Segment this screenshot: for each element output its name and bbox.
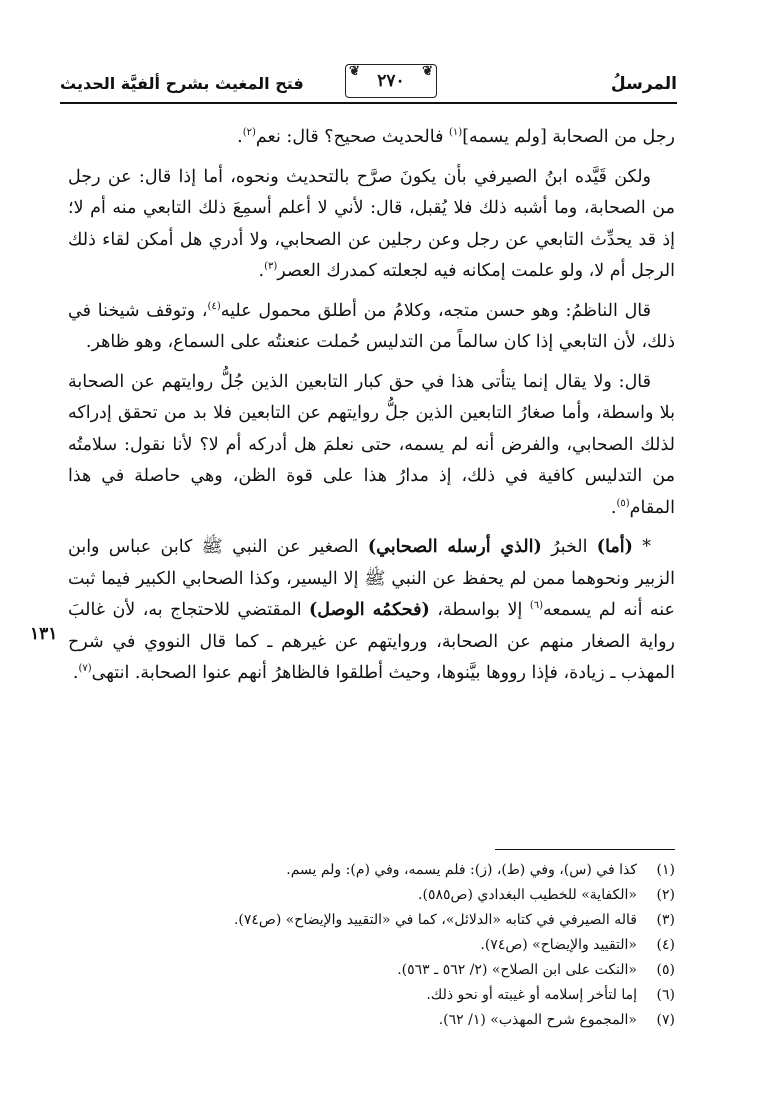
footnotes — [120, 858, 675, 1033]
footnote-number: (٧) — [656, 1012, 675, 1028]
footnote-text: كذا في (س)، وفي (ط)، (ز): فلم يسمه، وفي (م): ولم يسم. — [286, 862, 637, 878]
running-header — [60, 62, 677, 104]
footnote — [120, 858, 675, 883]
footnote-text: «التقييد والإيضاح» (ص٧٤). — [480, 937, 637, 953]
paragraph: قال الناظمُ: وهو حسن متجه، وكلامُ من أطلق محمول عليه$^{(٤)}$، وتوقف شيخنا في ذلك، لأن التابعي إذا كان سالماً من التدليس حُملت عنعنتُه على السماع، وهو ظاهر. — [68, 300, 675, 352]
footnote-text: «النكت على ابن الصلاح» (٢/ ٥٦٢ ـ ٥٦٣). — [397, 962, 637, 978]
footnote-text: قاله الصيرفي في كتابه «الدلائل»، كما في «التقييد والإيضاح» (ص٧٤). — [233, 912, 637, 928]
footnote — [120, 908, 675, 933]
book-title: فتح المغيث بشرح ألفيَّة الحديث — [60, 74, 304, 93]
page-number: ٢٧٠ — [377, 71, 405, 91]
footnote-number: (٢) — [656, 887, 675, 903]
footnote-number: (٥) — [656, 962, 675, 978]
paragraph: ولكن قَيَّده ابنُ الصيرفي بأن يكونَ صرَّح بالتحديث ونحوه، أما إذا قال: عن رجل من الصحابة، وما أشبه ذلك فلا يُقبل، قال: لأني لا أعلم أسمِعَ ذلك التابعي منه أم لا؛ إذ قد يحدِّث التابعي عن رجل وعن رجلين عن الصحابي، ولا أدري هل أمكن لقاء ذلك الرجل أم لا، ولو علمت إمكانه فيه لجعلته كمدرك العصر$^{(٣)}$. — [68, 166, 675, 281]
ornament-icon: ❦ — [422, 64, 433, 79]
footnote — [120, 1008, 675, 1033]
footnote — [120, 983, 675, 1008]
footnote-number: (٦) — [656, 987, 675, 1003]
chapter-title: المرسلُ — [610, 74, 677, 94]
footnote — [120, 933, 675, 958]
footnote-number: (١) — [656, 862, 675, 878]
margin-verse-number: ١٣١ — [30, 624, 58, 644]
footnote — [120, 958, 675, 983]
footnote-divider — [495, 849, 675, 850]
footnote-text: «المجموع شرح المهذب» (١/ ٦٢). — [438, 1012, 637, 1028]
main-text — [68, 122, 675, 698]
footnote-number: (٤) — [656, 937, 675, 953]
footnote-text: «الكفاية» للخطيب البغدادي (ص٥٨٥). — [418, 887, 637, 903]
paragraph: قال: ولا يقال إنما يتأتى هذا في حق كبار التابعين الذين جُلُّ روايتهم عن الصحابة بلا واسطة، وأما صغارُ التابعين الذين جلُّ روايتهم عن التابعين فلا بد من تحقق إدراكه لذلك الصحابي، والفرض أنه لم يسمه، حتى نعلمَ هل أدركه أم لا؟ لأنا نقول: سلامتُه من التدليس كافية في ذلك، إذ مدارُ هذا على قوة الظن، وهي حاصلة في هذا المقام$^{(٥)}$. — [68, 371, 675, 518]
paragraph: رجل من الصحابة [ولم يسمه]$^{(١)}$ فالحديث صحيح؟ قال: نعم$^{(٢)}$. — [237, 127, 675, 147]
ornament-icon: ❦ — [349, 64, 360, 79]
page-number-box — [345, 64, 437, 98]
paragraph: * (أما) الخبرُ (الذي أرسله الصحابي) الصغير عن النبي ﷺ كابن عباس وابن الزبير ونحوهما ممن لم يحفظ عن النبي ﷺ إلا اليسير، وكذا الصحابي الكبير فيما ثبت عنه أنه لم يسمعه$^{(٦)}$ إلا بواسطة، (فحكمُه الوصل) المقتضي للاحتجاج به، لأن غالبَ رواية الصغار منهم عن الصحابة، وروايتهم عن غيرهم ـ كما قال النووي في شرح المهذب ـ زيادة، فإذا رووها بيَّنوها، وحيث أطلقوا فالظاهرُ أنهم عنوا الصحابة. انتهى$^{(٧)}$. — [68, 537, 675, 683]
footnote-text: إما لتأخر إسلامه أو غيبته أو نحو ذلك. — [426, 987, 637, 1003]
footnote-number: (٣) — [656, 912, 675, 928]
footnote — [120, 883, 675, 908]
